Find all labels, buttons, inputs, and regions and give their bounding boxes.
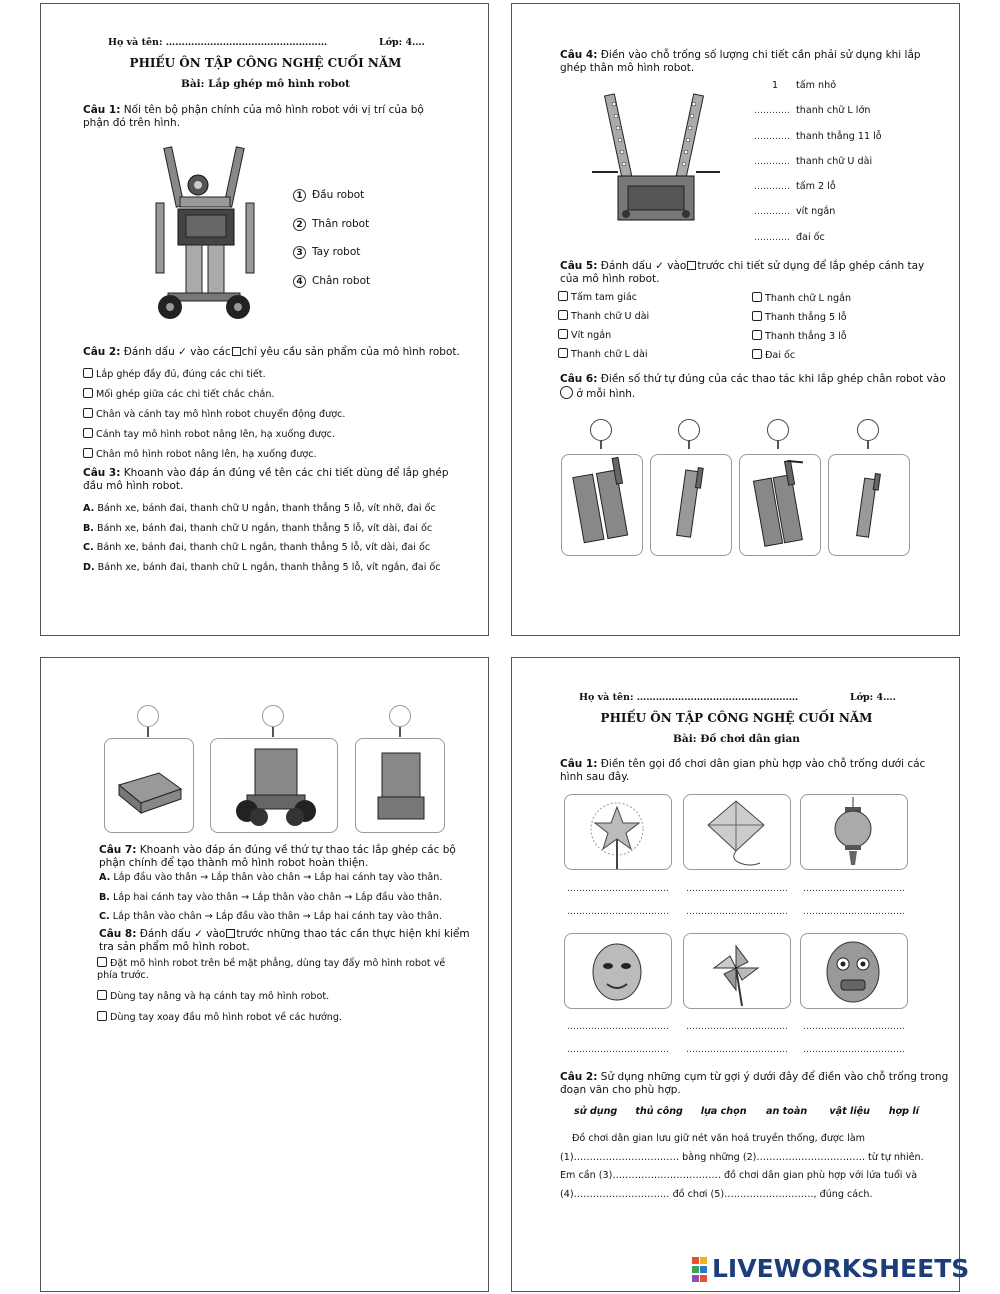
leg-part-image	[829, 455, 909, 555]
robot-body-image	[592, 92, 722, 232]
q2-option[interactable]: Cánh tay mô hình robot nâng lên, hạ xuống được.	[83, 428, 483, 448]
mask-image	[565, 934, 671, 1008]
toy-card	[800, 933, 908, 1009]
leg-part-image	[651, 455, 731, 555]
kite-image	[684, 795, 790, 869]
answer-blank[interactable]: …………………………….	[567, 1045, 669, 1055]
q7-option[interactable]: C. Lắp thân vào chân → Lắp đầu vào thân → Lắp hai cánh tay vào thân.	[99, 911, 442, 922]
assembly-step-card	[210, 738, 338, 833]
q2-options	[83, 368, 483, 468]
class-label: Lớp: 4….	[850, 692, 896, 703]
q3-option[interactable]: D. Bánh xe, bánh đai, thanh chữ L ngắn, thanh thẳng 5 lỗ, vít ngắn, đai ốc	[83, 561, 441, 573]
q5-prompt: Câu 5: Đánh dấu ✓ vào trước chi tiết sử dụng để lắp ghép cánh tay của mô hình robot.	[560, 260, 925, 285]
q5-option[interactable]: Thanh thẳng 3 lỗ	[752, 330, 942, 349]
lw-logo-icon	[692, 1257, 708, 1283]
circle-icon	[560, 386, 573, 399]
hook	[147, 727, 149, 737]
q4-qty[interactable]: …………	[754, 106, 790, 117]
part-item: 3 Tay robot	[293, 246, 370, 275]
robot-body-legs-image	[356, 739, 444, 832]
leg-part-image	[562, 455, 642, 555]
q4-qty[interactable]: 1	[771, 80, 779, 91]
q4-item[interactable]: ………… tấm 2 lỗ	[754, 181, 836, 193]
q7-prompt: Câu 7: Khoanh vào đáp án đúng về thứ tự thao tác lắp ghép các bộ phận chính để tạo thành mô hình robot hoàn thiện.	[99, 844, 456, 869]
answer-circle[interactable]	[590, 419, 612, 441]
q5-checkbox[interactable]	[752, 330, 762, 340]
q8-option[interactable]: Dùng tay xoay đầu mô hình robot về các hướng.	[97, 1011, 457, 1024]
fill-paragraph	[560, 1133, 950, 1207]
worksheet-page-2	[511, 3, 960, 636]
answer-blank[interactable]: …………………………….	[567, 884, 669, 894]
q4-item[interactable]: ………… thanh chữ L lớn	[754, 105, 871, 117]
q4-item[interactable]: ………… đai ốc	[754, 231, 825, 243]
q5-right-options	[752, 292, 942, 368]
word-bank-item: sử dụng	[574, 1106, 618, 1117]
q7-options	[99, 872, 489, 931]
word-bank-item: hợp lí	[888, 1106, 919, 1117]
paragraph-line[interactable]: (4)………………………… đồ chơi (5)………………………., đúng cách.	[560, 1188, 873, 1200]
word-bank-item: lựa chọn	[700, 1106, 747, 1117]
q5-option[interactable]: Thanh chữ U dài	[558, 310, 748, 329]
q5-checkbox[interactable]	[558, 291, 568, 301]
q2-checkbox[interactable]	[83, 428, 93, 438]
q3-prompt: Câu 3: Khoanh vào đáp án đúng về tên các chi tiết dùng để lắp ghép đầu mô hình robot.	[83, 467, 449, 492]
lantern-image	[801, 795, 907, 869]
lw-logo-text: LIVEWORKSHEETS	[712, 1254, 970, 1283]
robot-model-image	[150, 143, 260, 323]
q4-qty[interactable]: …………	[754, 207, 790, 218]
answer-circle[interactable]	[767, 419, 789, 441]
word-bank-item: thủ công	[635, 1106, 683, 1117]
q5-option[interactable]: Thanh chữ L ngắn	[752, 292, 942, 311]
q5-checkbox[interactable]	[558, 348, 568, 358]
q3-option[interactable]: C. Bánh xe, bánh đai, thanh chữ L ngắn, thanh thẳng 5 lỗ, vít dài, đai ốc	[83, 542, 431, 553]
star-lantern-image	[565, 795, 671, 869]
paragraph-line[interactable]: Em cần (3)……………………………. đồ chơi dân gian phù hợp với lứa tuổi và	[560, 1170, 918, 1181]
class-label: Lớp: 4….	[379, 37, 425, 48]
answer-circle[interactable]	[389, 705, 411, 727]
hook	[600, 441, 602, 449]
q1-prompt: Câu 1: Điền tên gọi đồ chơi dân gian phù hợp vào chỗ trống dưới các hình sau đây.	[560, 758, 926, 783]
q8-option[interactable]: Dùng tay nâng và hạ cánh tay mô hình robot.	[97, 990, 457, 1003]
q5-option[interactable]: Vít ngắn	[558, 329, 748, 348]
q1-label: Câu 1:	[83, 104, 121, 116]
page-title: PHIẾU ÔN TẬP CÔNG NGHỆ CUỐI NĂM	[600, 711, 873, 725]
page-1-content	[40, 3, 489, 636]
worksheet-page-3	[40, 657, 489, 1292]
liveworksheets-logo	[692, 1255, 992, 1285]
answer-blank[interactable]: …………………………….	[686, 907, 788, 917]
answer-circle[interactable]	[857, 419, 879, 441]
q4-item[interactable]: 1 tấm nhỏ	[754, 80, 954, 105]
q4-prompt: Câu 4: Điền vào chỗ trống số lượng chi tiết cần phải sử dụng khi lắp ghép thân mô hình robot.	[560, 49, 921, 74]
q5-checkbox[interactable]	[558, 329, 568, 339]
robot-with-wheels-image	[211, 739, 337, 832]
q8-options	[97, 957, 457, 1024]
answer-circle[interactable]	[137, 705, 159, 727]
name-label: Họ và tên: ……………………………………………	[108, 37, 328, 48]
word-bank-item: an toàn	[766, 1106, 808, 1117]
q7-option[interactable]: B. Lắp hai cánh tay vào thân → Lắp thân vào chân → Lắp đầu vào thân.	[99, 891, 443, 903]
word-bank	[574, 1106, 954, 1118]
leg-step-card	[739, 454, 821, 556]
q7-option[interactable]: A. Lắp đầu vào thân → Lắp thân vào chân → Lắp hai cánh tay vào thân.	[99, 872, 443, 883]
hook	[777, 441, 779, 449]
paragraph-line[interactable]: (1)…………………………… bằng những (2)……………………………. từ tự nhiên.	[560, 1151, 924, 1163]
q1-text: Nối tên bộ phận chính của mô hình robot với vị trí của bộ phận đó trên hình.	[83, 104, 424, 129]
q5-checkbox[interactable]	[752, 292, 762, 302]
toy-card	[564, 933, 672, 1009]
q5-option[interactable]: Đai ốc	[752, 349, 942, 368]
answer-blank[interactable]: …………………………….	[567, 1022, 669, 1032]
q4-qty[interactable]: …………	[754, 131, 790, 142]
q2-checkbox[interactable]	[83, 408, 93, 418]
answer-blank[interactable]: …………………………….	[686, 1022, 788, 1032]
leg-part-image	[740, 455, 820, 555]
hook	[688, 441, 690, 449]
q4-item[interactable]: ………… vít ngắn	[754, 206, 836, 218]
q3-option[interactable]: A. Bánh xe, bánh đai, thanh chữ U ngắn, thanh thẳng 5 lỗ, vít nhỡ, đai ốc	[83, 503, 436, 514]
answer-blank[interactable]: …………………………….	[686, 884, 788, 894]
q8-checkbox[interactable]	[97, 957, 107, 967]
answer-blank[interactable]: …………………………….	[803, 907, 905, 917]
q5-checkbox[interactable]	[752, 311, 762, 321]
answer-blank[interactable]: …………………………….	[803, 1045, 905, 1055]
q4-qty[interactable]: …………	[754, 182, 790, 193]
q5-left-options	[558, 291, 748, 367]
answer-circle[interactable]	[262, 705, 284, 727]
toy-card	[683, 933, 791, 1009]
hook	[867, 441, 869, 449]
q2-option[interactable]: Chân mô hình robot nâng lên, hạ xuống được.	[83, 448, 483, 468]
assembly-step-card	[104, 738, 194, 833]
q5-checkbox[interactable]	[558, 310, 568, 320]
q6-prompt: Câu 6: Điền số thứ tự đúng của các thao tác khi lắp ghép chân robot vào ở mỗi hình.	[560, 373, 946, 400]
part-item: 2 Thân robot	[293, 218, 370, 247]
q3-option[interactable]: B. Bánh xe, bánh đai, thanh chữ U ngắn, thanh thẳng 5 lỗ, vít dài, đai ốc	[83, 522, 433, 534]
lion-head-image	[801, 934, 907, 1008]
robot-parts-list	[293, 189, 370, 303]
q8-checkbox[interactable]	[97, 1011, 107, 1021]
hook	[272, 727, 274, 737]
q2-checkbox[interactable]	[83, 368, 93, 378]
answer-blank[interactable]: …………………………….	[567, 907, 669, 917]
answer-blank[interactable]: …………………………….	[803, 1022, 905, 1032]
checkbox-icon	[232, 347, 241, 356]
q2-option[interactable]: Chân và cánh tay mô hình robot chuyển động được.	[83, 408, 483, 428]
assembly-step-card	[355, 738, 445, 833]
checkbox-icon	[226, 929, 235, 938]
q2-checkbox[interactable]	[83, 388, 93, 398]
q8-checkbox[interactable]	[97, 990, 107, 1000]
worksheet-page-4	[511, 657, 960, 1292]
pinwheel-image	[684, 934, 790, 1008]
q5-checkbox[interactable]	[752, 349, 762, 359]
word-bank-item: vật liệu	[829, 1106, 870, 1117]
answer-circle[interactable]	[678, 419, 700, 441]
checkbox-icon	[687, 261, 696, 270]
q4-item[interactable]: ………… thanh chữ U dài	[754, 155, 873, 167]
q2-option[interactable]: Lắp ghép đầy đủ, đúng các chi tiết.	[83, 368, 483, 388]
q5-option[interactable]: Thanh chữ L dài	[558, 348, 748, 367]
page-subtitle: Bài: Đồ chơi dân gian	[673, 733, 800, 745]
answer-blank[interactable]: …………………………….	[803, 884, 905, 894]
q2-option[interactable]: Mối ghép giữa các chi tiết chắc chắn.	[83, 388, 483, 408]
q2-prompt: Câu 2: Sử dụng những cụm từ gợi ý dưới đây để điền vào chỗ trống trong đoạn văn cho phù hợp.	[560, 1071, 949, 1096]
q8-prompt: Câu 8: Đánh dấu ✓ vào trước những thao tác cần thực hiện khi kiểm tra sản phẩm mô hình robot.	[99, 928, 470, 953]
body-plate-image	[105, 739, 193, 832]
paragraph-line: Đồ chơi dân gian lưu giữ nét văn hoá truyền thống, được làm	[572, 1133, 866, 1144]
q1-prompt	[83, 104, 453, 129]
q4-items	[754, 80, 954, 257]
q4-qty[interactable]: …………	[754, 232, 790, 243]
toy-card	[800, 794, 908, 870]
q4-item[interactable]: ………… thanh thẳng 11 lỗ	[754, 130, 882, 142]
q3-options	[83, 503, 483, 581]
q5-option[interactable]: Thanh thẳng 5 lỗ	[752, 311, 942, 330]
leg-step-card	[828, 454, 910, 556]
toy-card	[683, 794, 791, 870]
toy-card	[564, 794, 672, 870]
part-item: 4 Chân robot	[293, 275, 370, 304]
leg-step-card	[650, 454, 732, 556]
q2-checkbox[interactable]	[83, 448, 93, 458]
page-title: PHIẾU ÔN TẬP CÔNG NGHỆ CUỐI NĂM	[129, 56, 402, 70]
q4-qty[interactable]: …………	[754, 156, 790, 167]
q5-option[interactable]: Tấm tam giác	[558, 291, 748, 310]
name-label: Họ và tên: ……………………………………………	[579, 692, 799, 703]
q8-option[interactable]: Đặt mô hình robot trên bề mặt phẳng, dùng tay đẩy mô hình robot về phía trước.	[97, 958, 446, 981]
page-subtitle: Bài: Lắp ghép mô hình robot	[180, 78, 351, 90]
part-item: 1 Đầu robot	[293, 189, 370, 218]
q2-prompt: Câu 2: Đánh dấu ✓ vào các chỉ yêu cầu sản phẩm của mô hình robot.	[83, 346, 460, 358]
hook	[399, 727, 401, 737]
leg-step-card	[561, 454, 643, 556]
answer-blank[interactable]: …………………………….	[686, 1045, 788, 1055]
